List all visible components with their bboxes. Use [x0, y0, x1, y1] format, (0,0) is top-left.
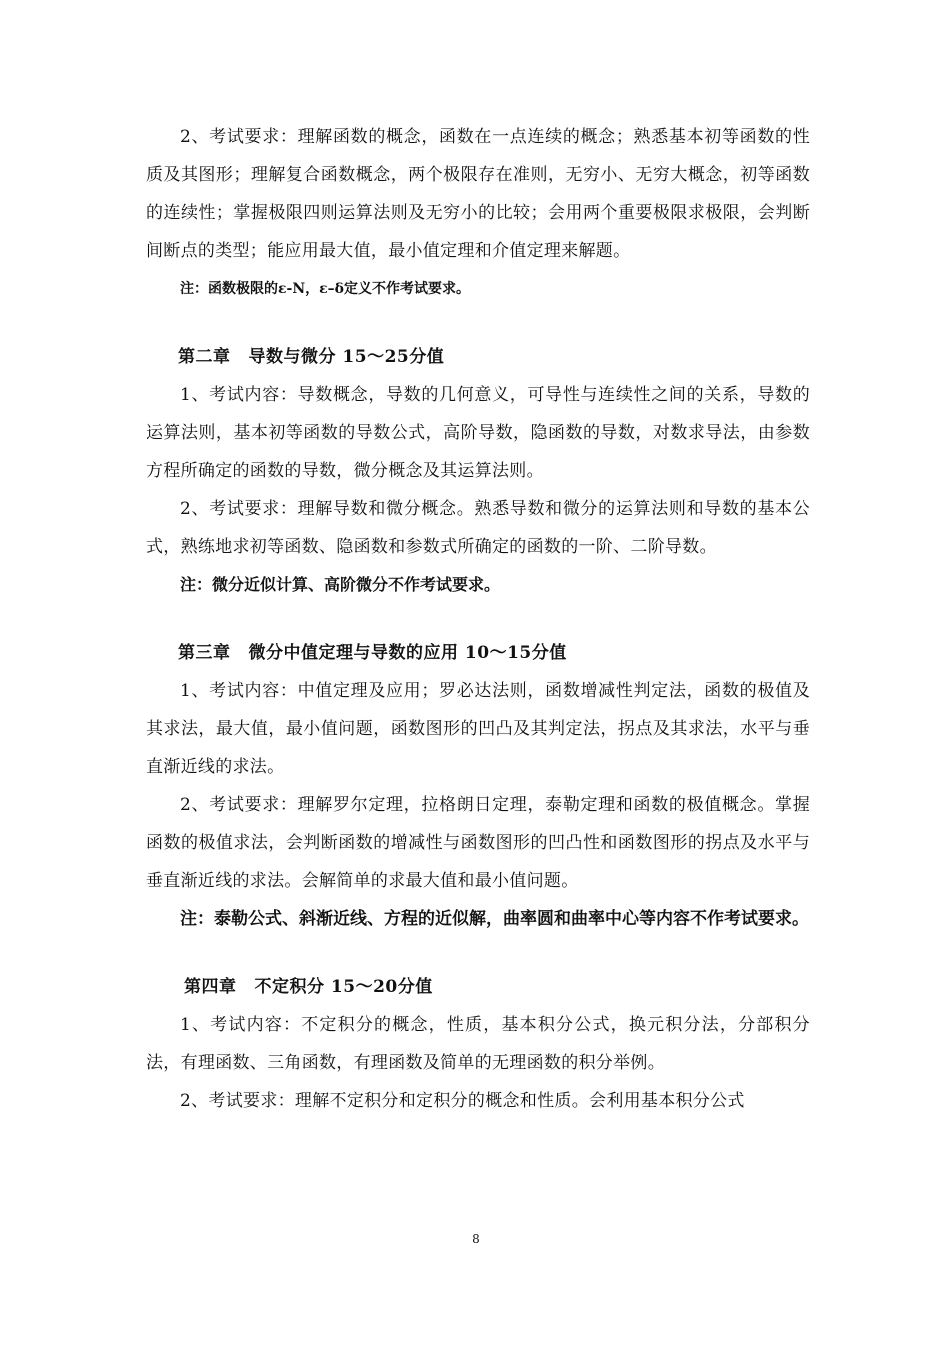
chapter-3-requirements-paragraph: 2、考试要求：理解罗尔定理，拉格朗日定理，泰勒定理和函数的极值概念。掌握函数的极值求法，会判断函数的增减性与函数图形的凹凸性和函数图形的拐点及水平与垂直渐近线的求法。会解简单的求最大值和最小值问题。: [146, 795, 810, 891]
chapter-4-content-paragraph: 1、考试内容：不定积分的概念，性质，基本积分公式，换元积分法，分部积分法，有理函数、三角函数，有理函数及简单的无理函数的积分举例。: [146, 1015, 810, 1073]
chapter-3-heading: [146, 634, 810, 672]
chapter-2-title: 导数与微分 15～25分值: [248, 347, 445, 367]
chapter-2-heading: [146, 338, 810, 376]
chapter-2-note: 注：微分近似计算、高阶微分不作考试要求。: [180, 575, 501, 594]
chapter-2-requirements-paragraph: 2、考试要求：理解导数和微分概念。熟悉导数和微分的运算法则和导数的基本公式，熟练地求初等函数、隐函数和参数式所确定的函数的一阶、二阶导数。: [146, 499, 810, 557]
chapter-4-requirements-paragraph: 2、考试要求：理解不定积分和定积分的概念和性质。会利用基本积分公式: [180, 1091, 745, 1111]
chapter-4-heading: [146, 968, 810, 1006]
chapter-3-content-paragraph: 1、考试内容：中值定理及应用；罗必达法则，函数增减性判定法，函数的极值及其求法，最大值，最小值问题，函数图形的凹凸及其判定法，拐点及其求法，水平与垂直渐近线的求法。: [146, 681, 810, 777]
chapter-2-content-paragraph: 1、考试内容：导数概念，导数的几何意义，可导性与连续性之间的关系，导数的运算法则，基本初等函数的导数公式，高阶导数，隐函数的导数，对数求导法，由参数方程所确定的函数的导数，微分概念及其运算法则。: [146, 385, 810, 481]
intro-requirements-paragraph: 2、考试要求：理解函数的概念，函数在一点连续的概念；熟悉基本初等函数的性质及其图形；理解复合函数概念，两个极限存在准则，无穷小、无穷大概念，初等函数的连续性；掌握极限四则运算法则及无穷小的比较；会用两个重要极限求极限，会判断间断点的类型；能应用最大值，最小值定理和介值定理来解题。: [146, 127, 810, 261]
page-content: [146, 118, 810, 1120]
chapter-2-label: 第二章: [178, 347, 231, 367]
chapter-3-title: 微分中值定理与导数的应用 10～15分值: [248, 643, 567, 663]
chapter-4-title: 不定积分 15～20分值: [254, 977, 433, 997]
chapter-3-label: 第三章: [178, 643, 231, 663]
page-number: 8: [472, 1232, 480, 1246]
intro-note: 注：函数极限的ε-N，ε–δ定义不作考试要求。: [180, 281, 470, 297]
chapter-3-note: 注：泰勒公式、斜渐近线、方程的近似解，曲率圆和曲率中心等内容不作考试要求。: [180, 909, 809, 929]
chapter-4-label: 第四章: [184, 977, 237, 997]
